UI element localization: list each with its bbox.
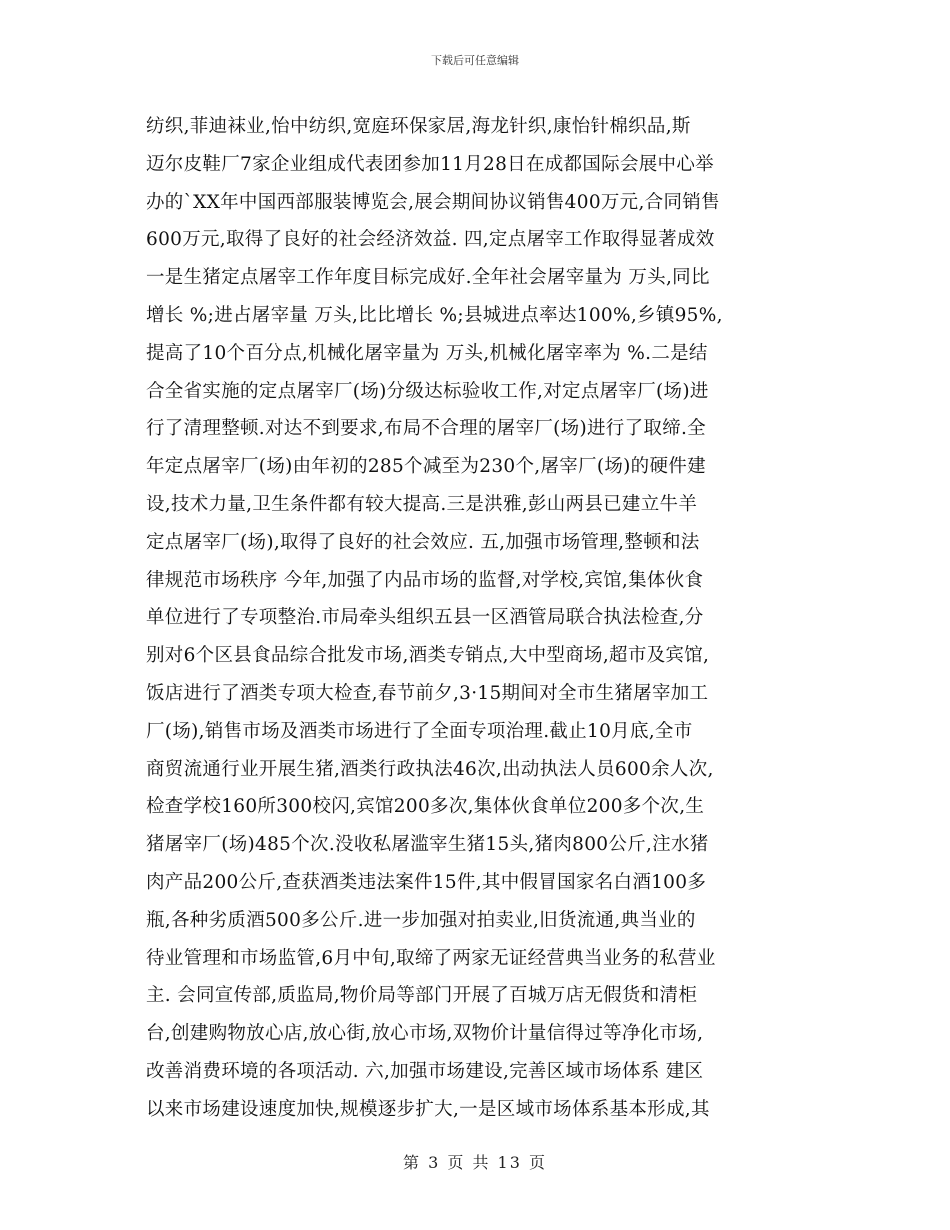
text-line: 600万元,取得了良好的社会经济效益. 四,定点屠宰工作取得显著成效 (146, 229, 715, 251)
text-line: 迈尔皮鞋厂7家企业组成代表团参加11月28日在成都国际会展中心举 (146, 153, 714, 175)
text-line: 单位进行了专项整治.市局牵头组织五县一区酒管局联合执法检查,分 (146, 607, 704, 629)
text-line: 纺织,菲迪袜业,怡中纺织,宽庭环保家居,海龙针织,康怡针棉织品,斯 (146, 116, 691, 137)
text-line: 合全省实施的定点屠宰厂(场)分级达标验收工作,对定点屠宰厂(场)进 (146, 380, 709, 402)
text-line: 检查学校160所300校闪,宾馆200多次,集体伙食单位200多个次,生 (146, 796, 705, 818)
text-line: 增长 %;进占屠宰量 万头,比比增长 %;县城进点率达100%,乡镇95%, (146, 304, 723, 326)
text-line: 以来市场建设速度加快,规模逐步扩大,一是区域市场体系基本形成,其 (146, 1098, 710, 1120)
text-line: 待业管理和市场监管,6月中旬,取缔了两家无证经营典当业务的私营业 (146, 947, 716, 969)
page-header: 下载后可任意编辑 (431, 54, 519, 67)
text-line: 定点屠宰厂(场),取得了良好的社会效应. 五,加强市场管理,整顿和法 (146, 531, 700, 553)
text-line: 台,创建购物放心店,放心街,放心市场,双物价计量信得过等净化市场, (146, 1023, 704, 1045)
text-line: 瓶,各种劣质酒500多公斤.进一步加强对拍卖业,旧货流通,典当业的 (146, 909, 696, 931)
document-body (146, 108, 811, 1129)
text-line: 猪屠宰厂(场)485个次.没收私屠滥宰生猪15头,猪肉800公斤,注水猪 (146, 834, 709, 856)
text-line: 律规范市场秩序 今年,加强了内品市场的监督,对学校,宾馆,集体伙食 (146, 569, 704, 591)
text-line: 别对6个区县食品综合批发市场,酒类专销点,大中型商场,超市及宾馆, (146, 645, 710, 667)
text-line: 一是生猪定点屠宰工作年度目标完成好.全年社会屠宰量为 万头,同比 (146, 267, 710, 289)
text-line: 设,技术力量,卫生条件都有较大提高.三是洪雅,彭山两县已建立牛羊 (146, 493, 698, 515)
text-line: 肉产品200公斤,查获酒类违法案件15件,其中假冒国家名白酒100多 (146, 871, 707, 893)
page-number-footer: 第 3 页 共 13 页 (403, 1153, 547, 1172)
text-line: 主. 会同宣传部,质监局,物价局等部门开展了百城万店无假货和清柜 (146, 985, 698, 1007)
text-line: 年定点屠宰厂(场)由年初的285个减至为230个,屠宰厂(场)的硬件建 (146, 456, 706, 478)
text-line: 商贸流通行业开展生猪,酒类行政执法46次,出动执法人员600余人次, (146, 758, 714, 780)
text-line: 办的`XX年中国西部服装博览会,展会期间协议销售400万元,合同销售 (146, 191, 720, 213)
text-line: 改善消费环境的各项活动. 六,加强市场建设,完善区域市场体系 建区 (146, 1060, 704, 1082)
text-line: 行了清理整顿.对达不到要求,布局不合理的屠宰厂(场)进行了取缔.全 (146, 418, 706, 440)
text-line: 饭店进行了酒类专项大检查,春节前夕,3·15期间对全市生猪屠宰加工 (146, 682, 709, 704)
text-line: 提高了10个百分点,机械化屠宰量为 万头,机械化屠宰率为 %.二是结 (146, 342, 708, 364)
text-line: 厂(场),销售市场及酒类市场进行了全面专项治理.截止10月底,全市 (146, 720, 693, 742)
